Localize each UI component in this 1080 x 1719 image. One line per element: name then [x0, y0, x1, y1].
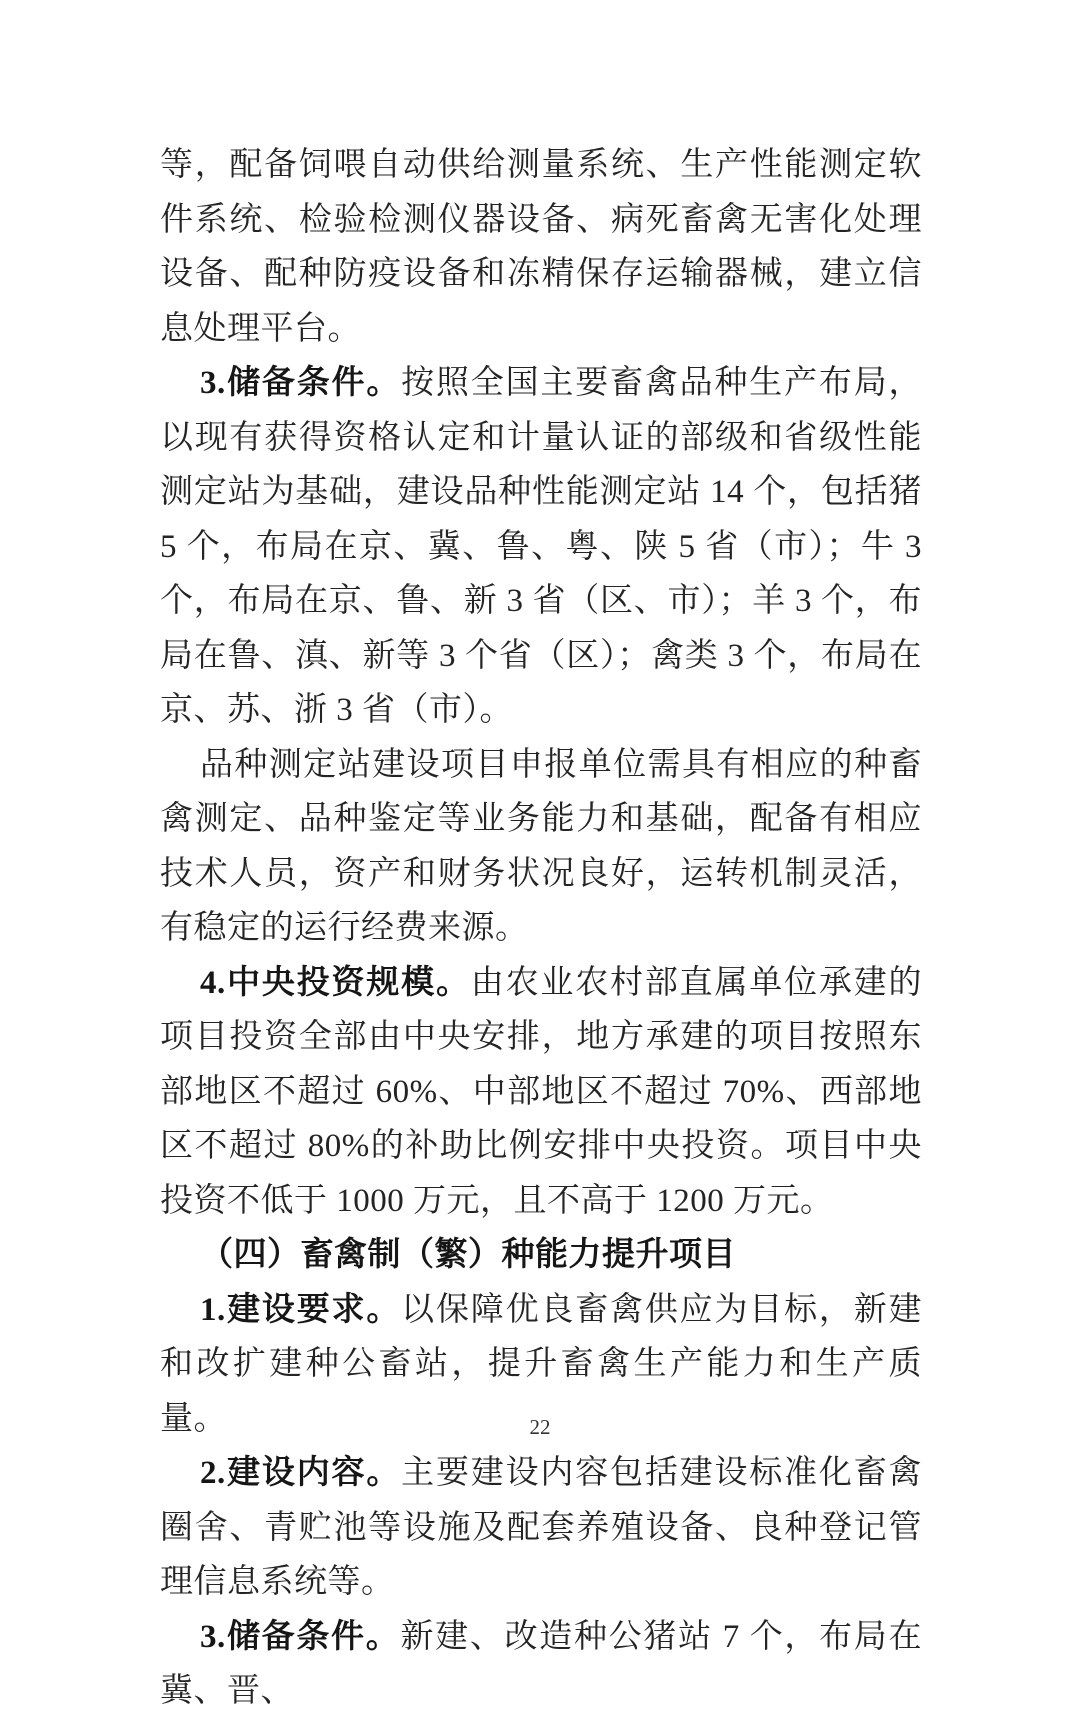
paragraph-lead: 4.中央投资规模。 [200, 964, 471, 1001]
paragraph-text: 以保障优良畜禽供应为目标，新建和改扩建种公畜站，提升畜禽生产能力和生产质量。 [160, 1291, 922, 1437]
paragraph-lead: 1.建设要求。 [200, 1291, 402, 1328]
paragraph-reserve-conditions-2 [160, 1610, 922, 1719]
paragraph-lead: 3.储备条件。 [200, 1618, 401, 1655]
paragraph-lead: 2.建设内容。 [200, 1455, 402, 1491]
paragraph-lead: 3.储备条件。 [200, 365, 402, 401]
paragraph-continuation [160, 138, 922, 356]
section-heading-four [160, 1228, 922, 1283]
document-body [160, 138, 922, 1719]
paragraph-text: 由农业农村部直属单位承建的项目投资全部由中央安排，地方承建的项目按照东部地区不超过 60%、中部地区不超过 70%、西部地区不超过 80%的补助比例安排中央投资。项目中央投资不低于 1000 万元，且不高于 1200 万元。 [160, 964, 922, 1219]
paragraph-text: 新建、改造种公猪站 7 个，布局在冀、晋、 [160, 1618, 923, 1709]
paragraph-text: 按照全国主要畜禽品种生产布局，以现有获得资格认定和计量认证的部级和省级性能测定站为基础，建设品种性能测定站 14 个，包括猪 5 个，布局在京、冀、鲁、粤、陕 5 省（市）；牛 3 个，布局在京、鲁、新 3 省（区、市）；羊 3 个，布局在鲁、滇、新等 3 个省（区）；禽类 3 个，布局在京、苏、浙 3 省（市）。 [160, 365, 922, 728]
paragraph-text: 主要建设内容包括建设标准化畜禽圈舍、青贮池等设施及配套养殖设备、良种登记管理信息系统等。 [160, 1455, 922, 1600]
paragraph-central-investment [160, 956, 922, 1229]
paragraph-construction-content [160, 1446, 922, 1610]
section-heading-text: （四）畜禽制（繁）种能力提升项目 [200, 1237, 736, 1273]
paragraph-reserve-conditions-1 [160, 356, 922, 738]
paragraph-applicant-requirements [160, 738, 922, 956]
paragraph-text: 品种测定站建设项目申报单位需具有相应的种畜禽测定、品种鉴定等业务能力和基础，配备有相应技术人员，资产和财务状况良好，运转机制灵活，有稳定的运行经费来源。 [160, 746, 922, 946]
paragraph-text: 等，配备饲喂自动供给测量系统、生产性能测定软件系统、检验检测仪器设备、病死畜禽无害化处理设备、配种防疫设备和冻精保存运输器械，建立信息处理平台。 [160, 147, 922, 347]
page-number: 22 [529, 1415, 551, 1439]
